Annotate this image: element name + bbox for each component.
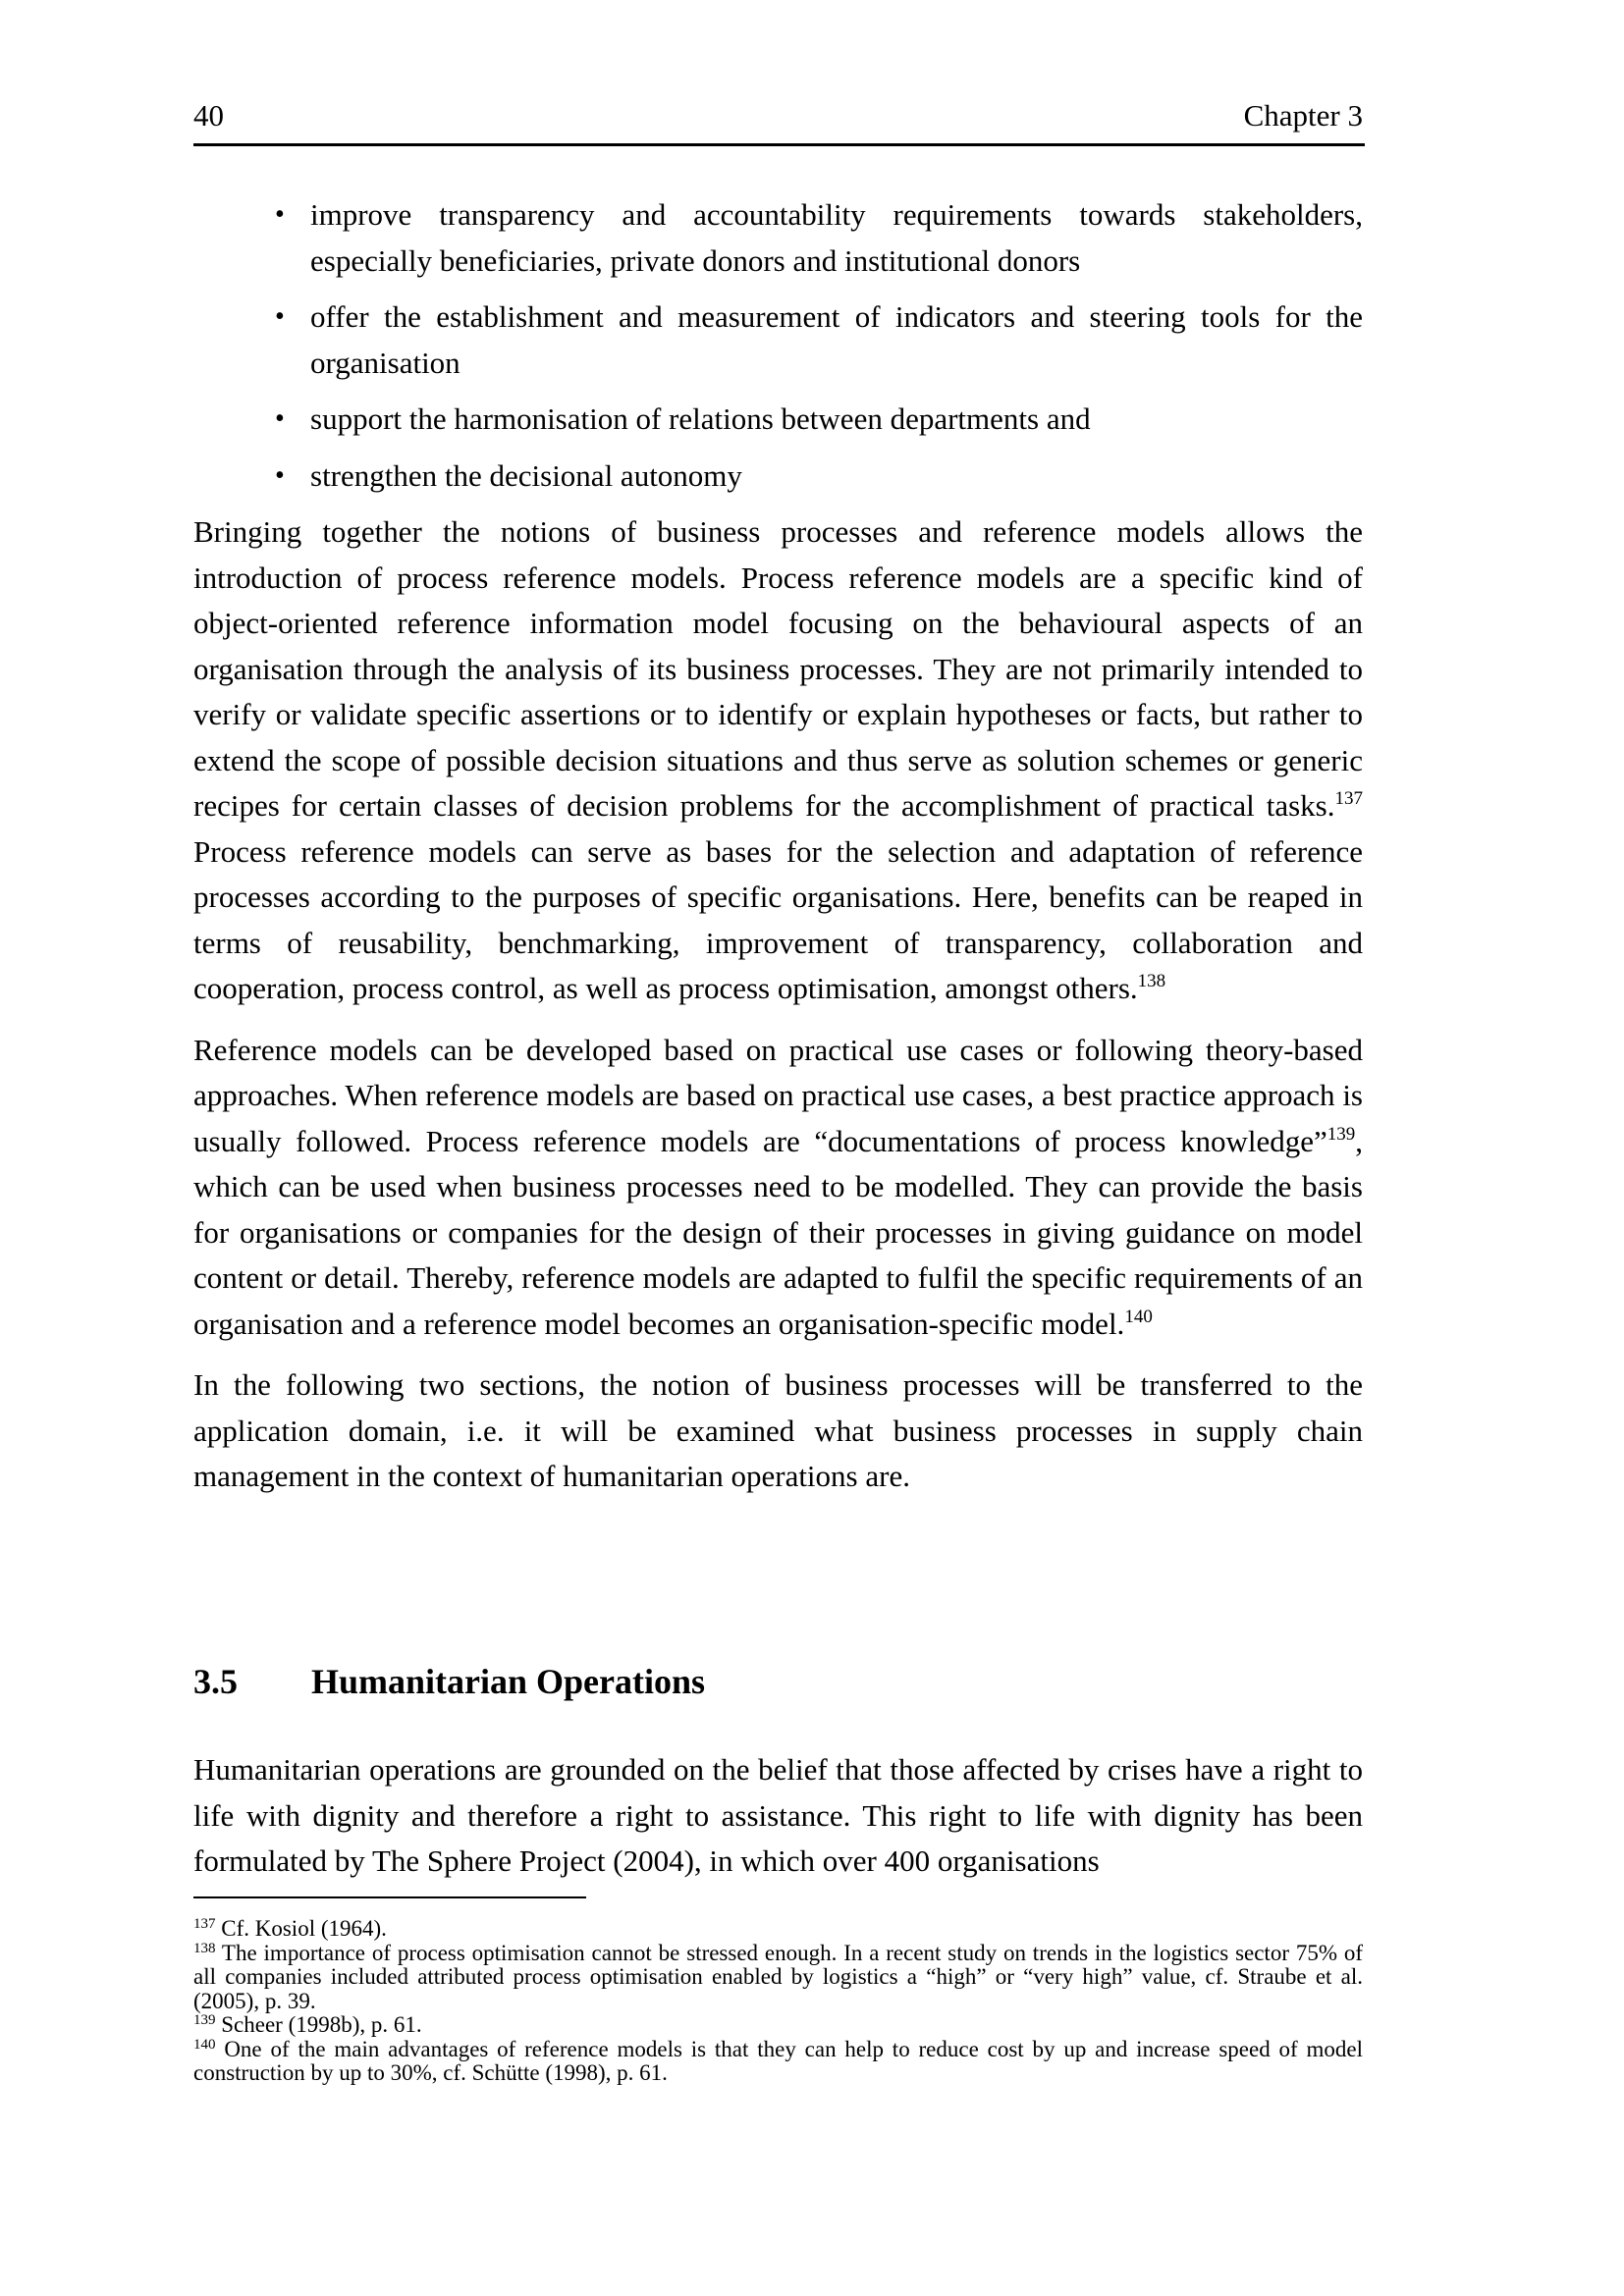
footnote-140	[193, 2038, 1363, 2086]
paragraph-reference-model-development	[193, 1028, 1363, 1348]
footnote-138	[193, 1942, 1363, 2014]
footnote-text: One of the main advantages of reference models is that they can help to reduce cost by up and increase speed of model construction by up to 30%, cf. Schütte (1998), p. 61.	[193, 2036, 1363, 2085]
section-text	[193, 1747, 1363, 1900]
list-item	[193, 397, 1363, 443]
list-item	[193, 454, 1363, 500]
footnote-number: 137	[193, 1916, 216, 1932]
page-number: 40	[193, 98, 224, 133]
footnote-text: Scheer (1998b), p. 61.	[215, 2012, 422, 2037]
footnote-137	[193, 1917, 1363, 1942]
footnote-ref-138[interactable]: 138	[1137, 971, 1166, 991]
main-text	[193, 192, 1363, 1516]
footnote-number: 138	[193, 1940, 216, 1956]
footnotes	[193, 1917, 1363, 2086]
paragraph-text: Reference models can be developed based on practical use cases or following theory-based approaches. When reference models are based on practical use cases, a best practice approach is usually followed. Process reference models are “documentations of process knowledge”	[193, 1032, 1363, 1158]
section-number: 3.5	[193, 1662, 238, 1701]
list-item-text: improve transparency and accountability requirements towards stakeholders, especially beneficiaries, private donors and institutional donors	[310, 197, 1363, 278]
footnote-rule	[193, 1896, 586, 1898]
bullet-icon: •	[275, 403, 285, 434]
paragraph-text: , which can be used when business processes need to be modelled. They can provide the basis for organisations or companies for the design of their processes in giving guidance on model content or detail. Thereby, reference models are adapted to fulfil the specific requirements of an organisation and a reference model becomes an organisation-specific model.	[193, 1123, 1363, 1341]
footnote-ref-137[interactable]: 137	[1334, 788, 1363, 809]
bullet-icon: •	[275, 199, 285, 230]
list-item	[193, 294, 1363, 386]
footnote-139	[193, 2013, 1363, 2038]
list-item-text: offer the establishment and measurement of indicators and steering tools for the organisation	[310, 299, 1363, 380]
list-item	[193, 192, 1363, 284]
list-item-text: strengthen the decisional autonomy	[310, 457, 742, 493]
header-rule	[193, 143, 1365, 146]
paragraph-text: Bringing together the notions of business processes and reference models allows the introduction of process reference models. Process reference models are a specific kind of object-oriented reference information model focusing on the behavioural aspects of an organisation through the analysis of its business processes. They are not primarily intended to verify or validate specific assertions or to identify or explain hypotheses or facts, but rather to extend the scope of possible decision situations and thus serve as solution schemes or generic recipes for certain classes of decision problems for the accomplishment of practical tasks.	[193, 514, 1363, 823]
footnote-text: Cf. Kosiol (1964).	[215, 1916, 387, 1941]
footnote-ref-139[interactable]: 139	[1326, 1123, 1356, 1145]
bullet-icon: •	[275, 301, 285, 332]
section-heading	[193, 1659, 705, 1704]
list-item-text: support the harmonisation of relations between departments and	[310, 401, 1091, 436]
footnote-number: 139	[193, 2012, 216, 2028]
bullet-icon: •	[275, 459, 285, 491]
footnote-number: 140	[193, 2036, 216, 2053]
section-title: Humanitarian Operations	[311, 1662, 706, 1701]
bullet-list	[193, 192, 1363, 499]
footnote-ref-140[interactable]: 140	[1124, 1306, 1153, 1327]
paragraph-transition: In the following two sections, the notion of business processes will be transferred to the application domain, i.e. it will be examined what business processes in supply chain management in the context of humanitarian operations are.	[193, 1367, 1363, 1493]
chapter-label: Chapter 3	[1243, 98, 1363, 133]
paragraph-process-reference-models	[193, 509, 1363, 1012]
paragraph-text: Process reference models can serve as bases for the selection and adaptation of reference processes according to the purposes of specific organisations. Here, benefits can be reaped in terms of reusability, benchmarking, improvement of transparency, collaboration and cooperation, process control, as well as process optimisation, amongst others.	[193, 833, 1363, 1005]
footnote-text: The importance of process optimisation cannot be stressed enough. In a recent study on trends in the logistics sector 75% of all companies included attributed process optimisation enabled by logistics a “high” or “very high” value, cf. Straube et al. (2005), p. 39.	[193, 1940, 1363, 2013]
running-header	[193, 96, 1363, 135]
paragraph-humanitarian-operations: Humanitarian operations are grounded on the belief that those affected by crises have a right to life with dignity and therefore a right to assistance. This right to life with dignity has been formulated by The Sphere Project (2004), in which over 400 organisations	[193, 1752, 1363, 1878]
